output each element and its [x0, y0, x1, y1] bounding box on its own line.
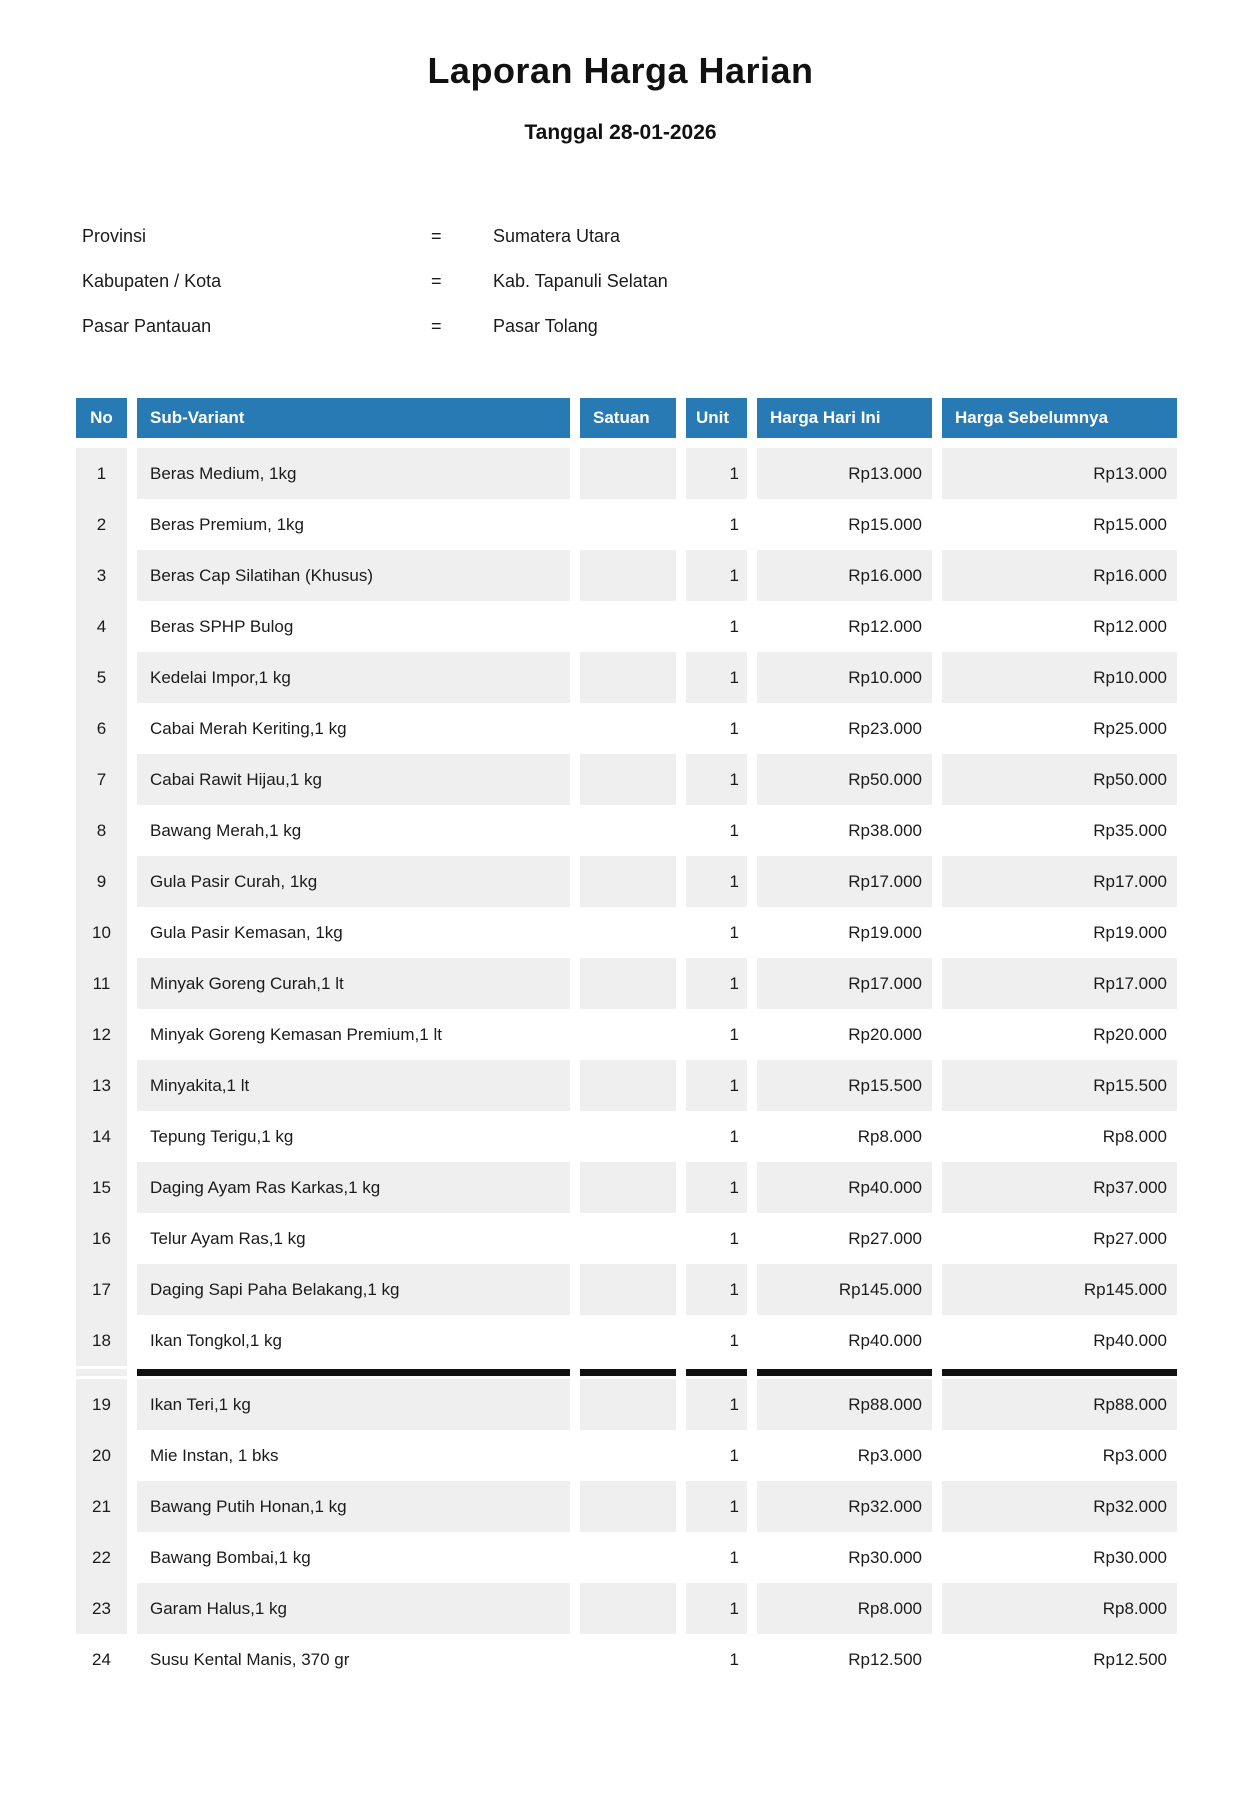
cell-no: 13 — [76, 1060, 127, 1111]
column-header-unit: Unit — [686, 398, 747, 438]
cell-harga-sebelumnya: Rp30.000 — [942, 1532, 1177, 1583]
cell-harga-hari-ini: Rp50.000 — [757, 754, 932, 805]
cell-harga-hari-ini: Rp15.500 — [757, 1060, 932, 1111]
info-row-kabupaten — [0, 259, 1241, 304]
cell-sub-variant: Gula Pasir Curah, 1kg — [137, 856, 570, 907]
cell-satuan — [580, 1379, 676, 1430]
cell-unit: 1 — [686, 1481, 747, 1532]
cell-unit: 1 — [686, 703, 747, 754]
cell-harga-hari-ini: Rp40.000 — [757, 1315, 932, 1366]
column-header-harga-sebelumnya: Harga Sebelumnya — [942, 398, 1177, 438]
cell-unit: 1 — [686, 1111, 747, 1162]
table-row — [76, 1583, 1179, 1634]
cell-harga-sebelumnya: Rp17.000 — [942, 856, 1177, 907]
cell-harga-sebelumnya: Rp19.000 — [942, 907, 1177, 958]
cell-satuan — [580, 1481, 676, 1532]
column-header-harga-hari-ini: Harga Hari Ini — [757, 398, 932, 438]
report-info — [0, 214, 1241, 349]
cell-satuan — [580, 703, 676, 754]
cell-no: 20 — [76, 1430, 127, 1481]
cell-satuan — [580, 1315, 676, 1366]
cell-sub-variant: Bawang Bombai,1 kg — [137, 1532, 570, 1583]
cell-sub-variant: Beras Premium, 1kg — [137, 499, 570, 550]
cell-satuan — [580, 907, 676, 958]
cell-satuan — [580, 958, 676, 1009]
page-break-segment — [580, 1369, 676, 1376]
page-break-segment — [76, 1369, 127, 1376]
info-value: Kab. Tapanuli Selatan — [493, 270, 668, 291]
cell-no: 16 — [76, 1213, 127, 1264]
cell-sub-variant: Cabai Merah Keriting,1 kg — [137, 703, 570, 754]
equals-sign: = — [431, 270, 442, 291]
cell-unit: 1 — [686, 1583, 747, 1634]
cell-harga-sebelumnya: Rp32.000 — [942, 1481, 1177, 1532]
info-label: Provinsi — [82, 225, 147, 246]
info-row-pasar — [0, 304, 1241, 349]
table-row — [76, 1379, 1179, 1430]
table-row — [76, 601, 1179, 652]
cell-no: 23 — [76, 1583, 127, 1634]
cell-unit: 1 — [686, 1162, 747, 1213]
cell-satuan — [580, 1583, 676, 1634]
cell-no: 18 — [76, 1315, 127, 1366]
cell-no: 3 — [76, 550, 127, 601]
cell-unit: 1 — [686, 1532, 747, 1583]
cell-sub-variant: Telur Ayam Ras,1 kg — [137, 1213, 570, 1264]
table-header-row — [76, 398, 1179, 438]
table-row — [76, 1111, 1179, 1162]
table-row — [76, 550, 1179, 601]
table-row — [76, 754, 1179, 805]
table-row — [76, 1009, 1179, 1060]
cell-satuan — [580, 1430, 676, 1481]
cell-harga-hari-ini: Rp145.000 — [757, 1264, 932, 1315]
cell-sub-variant: Beras SPHP Bulog — [137, 601, 570, 652]
cell-satuan — [580, 754, 676, 805]
table-row — [76, 703, 1179, 754]
info-value: Pasar Tolang — [493, 315, 598, 336]
table-row — [76, 1213, 1179, 1264]
table-row — [76, 1430, 1179, 1481]
cell-satuan — [580, 652, 676, 703]
cell-satuan — [580, 601, 676, 652]
cell-harga-sebelumnya: Rp145.000 — [942, 1264, 1177, 1315]
cell-unit: 1 — [686, 550, 747, 601]
cell-harga-sebelumnya: Rp15.500 — [942, 1060, 1177, 1111]
cell-sub-variant: Minyakita,1 lt — [137, 1060, 570, 1111]
cell-harga-sebelumnya: Rp12.500 — [942, 1634, 1177, 1685]
cell-harga-hari-ini: Rp38.000 — [757, 805, 932, 856]
cell-no: 9 — [76, 856, 127, 907]
cell-harga-hari-ini: Rp17.000 — [757, 856, 932, 907]
cell-harga-hari-ini: Rp10.000 — [757, 652, 932, 703]
cell-no: 15 — [76, 1162, 127, 1213]
cell-sub-variant: Ikan Tongkol,1 kg — [137, 1315, 570, 1366]
cell-harga-hari-ini: Rp3.000 — [757, 1430, 932, 1481]
cell-sub-variant: Kedelai Impor,1 kg — [137, 652, 570, 703]
cell-sub-variant: Beras Medium, 1kg — [137, 448, 570, 499]
table-row — [76, 1264, 1179, 1315]
cell-sub-variant: Susu Kental Manis, 370 gr — [137, 1634, 570, 1685]
cell-unit: 1 — [686, 754, 747, 805]
cell-no: 21 — [76, 1481, 127, 1532]
cell-harga-sebelumnya: Rp16.000 — [942, 550, 1177, 601]
cell-satuan — [580, 1162, 676, 1213]
cell-unit: 1 — [686, 805, 747, 856]
cell-satuan — [580, 1060, 676, 1111]
cell-harga-hari-ini: Rp20.000 — [757, 1009, 932, 1060]
cell-no: 12 — [76, 1009, 127, 1060]
table-row — [76, 652, 1179, 703]
cell-harga-sebelumnya: Rp88.000 — [942, 1379, 1177, 1430]
cell-sub-variant: Tepung Terigu,1 kg — [137, 1111, 570, 1162]
cell-harga-sebelumnya: Rp13.000 — [942, 448, 1177, 499]
page-break-segment — [757, 1369, 932, 1376]
cell-harga-hari-ini: Rp19.000 — [757, 907, 932, 958]
cell-harga-hari-ini: Rp13.000 — [757, 448, 932, 499]
cell-no: 14 — [76, 1111, 127, 1162]
cell-no: 8 — [76, 805, 127, 856]
cell-satuan — [580, 1111, 676, 1162]
cell-no: 4 — [76, 601, 127, 652]
cell-no: 11 — [76, 958, 127, 1009]
cell-harga-sebelumnya: Rp8.000 — [942, 1583, 1177, 1634]
cell-harga-hari-ini: Rp12.500 — [757, 1634, 932, 1685]
cell-harga-hari-ini: Rp30.000 — [757, 1532, 932, 1583]
table-row — [76, 1162, 1179, 1213]
cell-sub-variant: Minyak Goreng Curah,1 lt — [137, 958, 570, 1009]
cell-harga-hari-ini: Rp12.000 — [757, 601, 932, 652]
cell-harga-sebelumnya: Rp10.000 — [942, 652, 1177, 703]
cell-satuan — [580, 856, 676, 907]
column-header-sub-variant: Sub-Variant — [137, 398, 570, 438]
cell-satuan — [580, 1213, 676, 1264]
cell-no: 24 — [76, 1634, 127, 1685]
cell-no: 7 — [76, 754, 127, 805]
page-break-segment — [686, 1369, 747, 1376]
cell-harga-hari-ini: Rp23.000 — [757, 703, 932, 754]
table-row — [76, 805, 1179, 856]
cell-satuan — [580, 550, 676, 601]
cell-harga-sebelumnya: Rp15.000 — [942, 499, 1177, 550]
page-break-segment — [137, 1369, 570, 1376]
cell-no: 2 — [76, 499, 127, 550]
equals-sign: = — [431, 315, 442, 336]
cell-unit: 1 — [686, 1060, 747, 1111]
cell-unit: 1 — [686, 652, 747, 703]
cell-unit: 1 — [686, 856, 747, 907]
cell-harga-sebelumnya: Rp35.000 — [942, 805, 1177, 856]
cell-sub-variant: Daging Sapi Paha Belakang,1 kg — [137, 1264, 570, 1315]
cell-harga-hari-ini: Rp17.000 — [757, 958, 932, 1009]
cell-no: 10 — [76, 907, 127, 958]
daily-price-report — [0, 50, 1241, 1685]
cell-sub-variant: Garam Halus,1 kg — [137, 1583, 570, 1634]
cell-harga-hari-ini: Rp88.000 — [757, 1379, 932, 1430]
cell-satuan — [580, 448, 676, 499]
cell-harga-sebelumnya: Rp8.000 — [942, 1111, 1177, 1162]
cell-unit: 1 — [686, 1430, 747, 1481]
table-row — [76, 1060, 1179, 1111]
cell-sub-variant: Gula Pasir Kemasan, 1kg — [137, 907, 570, 958]
page-break-divider — [76, 1369, 1179, 1376]
table-row — [76, 499, 1179, 550]
cell-satuan — [580, 1532, 676, 1583]
table-row — [76, 1315, 1179, 1366]
info-row-provinsi — [0, 214, 1241, 259]
table-row — [76, 958, 1179, 1009]
cell-harga-sebelumnya: Rp27.000 — [942, 1213, 1177, 1264]
cell-harga-hari-ini: Rp8.000 — [757, 1111, 932, 1162]
info-label: Pasar Pantauan — [82, 315, 212, 336]
table-row — [76, 448, 1179, 499]
cell-satuan — [580, 1264, 676, 1315]
cell-satuan — [580, 805, 676, 856]
table-row — [76, 1481, 1179, 1532]
cell-no: 5 — [76, 652, 127, 703]
cell-unit: 1 — [686, 907, 747, 958]
page-title: Laporan Harga Harian — [427, 50, 814, 91]
cell-harga-sebelumnya: Rp20.000 — [942, 1009, 1177, 1060]
cell-unit: 1 — [686, 601, 747, 652]
cell-unit: 1 — [686, 1379, 747, 1430]
cell-no: 6 — [76, 703, 127, 754]
cell-sub-variant: Daging Ayam Ras Karkas,1 kg — [137, 1162, 570, 1213]
info-value: Sumatera Utara — [493, 225, 621, 246]
cell-harga-hari-ini: Rp16.000 — [757, 550, 932, 601]
cell-satuan — [580, 1634, 676, 1685]
cell-no: 22 — [76, 1532, 127, 1583]
cell-unit: 1 — [686, 1315, 747, 1366]
cell-harga-sebelumnya: Rp3.000 — [942, 1430, 1177, 1481]
cell-harga-sebelumnya: Rp37.000 — [942, 1162, 1177, 1213]
cell-harga-sebelumnya: Rp17.000 — [942, 958, 1177, 1009]
cell-harga-sebelumnya: Rp40.000 — [942, 1315, 1177, 1366]
cell-no: 1 — [76, 448, 127, 499]
page-break-segment — [942, 1369, 1177, 1376]
cell-sub-variant: Mie Instan, 1 bks — [137, 1430, 570, 1481]
cell-no: 19 — [76, 1379, 127, 1430]
table-body — [76, 448, 1179, 1685]
price-table — [76, 398, 1179, 1685]
cell-harga-hari-ini: Rp27.000 — [757, 1213, 932, 1264]
cell-unit: 1 — [686, 448, 747, 499]
equals-sign: = — [431, 225, 442, 246]
cell-harga-hari-ini: Rp8.000 — [757, 1583, 932, 1634]
table-row — [76, 907, 1179, 958]
cell-unit: 1 — [686, 1009, 747, 1060]
cell-harga-hari-ini: Rp40.000 — [757, 1162, 932, 1213]
cell-sub-variant: Cabai Rawit Hijau,1 kg — [137, 754, 570, 805]
table-row — [76, 856, 1179, 907]
cell-sub-variant: Minyak Goreng Kemasan Premium,1 lt — [137, 1009, 570, 1060]
cell-harga-sebelumnya: Rp12.000 — [942, 601, 1177, 652]
cell-unit: 1 — [686, 1264, 747, 1315]
cell-sub-variant: Bawang Merah,1 kg — [137, 805, 570, 856]
info-label: Kabupaten / Kota — [82, 270, 222, 291]
page-subtitle: Tanggal 28-01-2026 — [524, 121, 717, 145]
cell-satuan — [580, 499, 676, 550]
cell-sub-variant: Ikan Teri,1 kg — [137, 1379, 570, 1430]
cell-satuan — [580, 1009, 676, 1060]
cell-no: 17 — [76, 1264, 127, 1315]
cell-unit: 1 — [686, 1634, 747, 1685]
cell-harga-hari-ini: Rp15.000 — [757, 499, 932, 550]
table-row — [76, 1532, 1179, 1583]
table-row — [76, 1634, 1179, 1685]
cell-harga-sebelumnya: Rp50.000 — [942, 754, 1177, 805]
cell-unit: 1 — [686, 499, 747, 550]
cell-sub-variant: Beras Cap Silatihan (Khusus) — [137, 550, 570, 601]
cell-harga-hari-ini: Rp32.000 — [757, 1481, 932, 1532]
cell-harga-sebelumnya: Rp25.000 — [942, 703, 1177, 754]
column-header-satuan: Satuan — [580, 398, 676, 438]
column-header-no: No — [76, 398, 127, 438]
cell-unit: 1 — [686, 958, 747, 1009]
cell-sub-variant: Bawang Putih Honan,1 kg — [137, 1481, 570, 1532]
cell-unit: 1 — [686, 1213, 747, 1264]
